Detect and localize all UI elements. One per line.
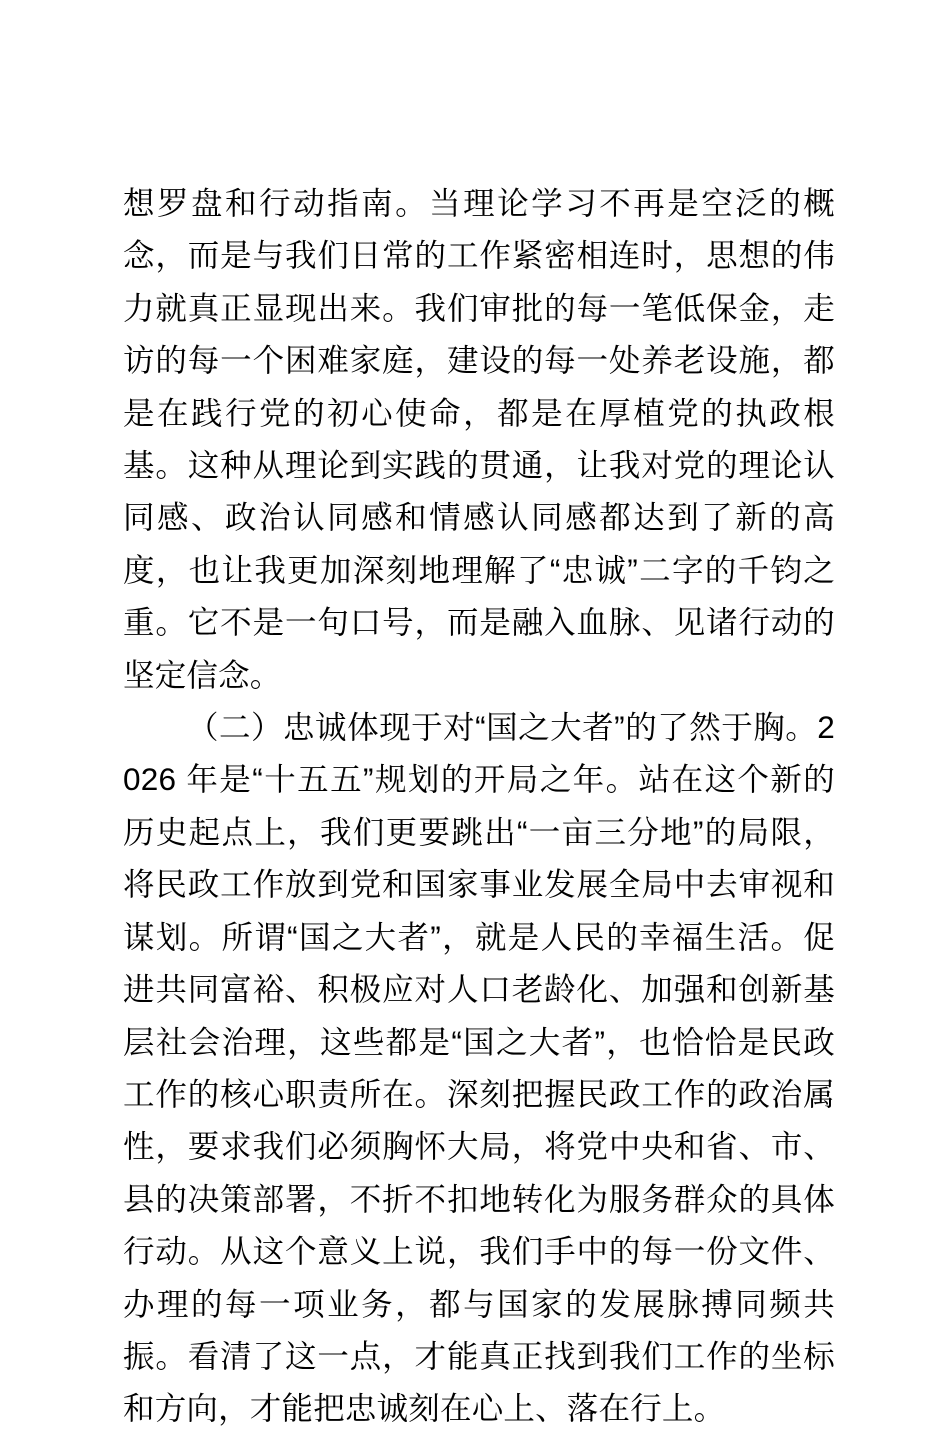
document-body bbox=[123, 177, 835, 1435]
body-paragraph-continued: 想罗盘和行动指南。当理论学习不再是空泛的概念，而是与我们日常的工作紧密相连时，思想的伟力就真正显现出来。我们审批的每一笔低保金，走访的每一个困难家庭，建设的每一处养老设施，都是在践行党的初心使命，都是在厚植党的执政根基。这种从理论到实践的贯通，让我对党的理论认同感、政治认同感和情感认同感都达到了新的高度，也让我更加深刻地理解了“忠诚”二字的千钧之重。它不是一句口号，而是融入血脉、见诸行动的坚定信念。 bbox=[123, 185, 835, 693]
body-paragraph-section-two: （二）忠诚体现于对“国之大者”的了然于胸。2026 年是“十五五”规划的开局之年。站在这个新的历史起点上，我们更要跳出“一亩三分地”的局限，将民政工作放到党和国家事业发展全局中去审视和谋划。所谓“国之大者”，就是人民的幸福生活。促进共同富裕、积极应对人口老龄化、加强和创新基层社会治理，这些都是“国之大者”，也恰恰是民政工作的核心职责所在。深刻把握民政工作的政治属性，要求我们必须胸怀大局，将党中央和省、市、县的决策部署，不折不扣地转化为服务群众的具体行动。从这个意义上说，我们手中的每一份文件、办理的每一项业务，都与国家的发展脉搏同频共振。看清了这一点，才能真正找到我们工作的坐标和方向，才能把忠诚刻在心上、落在行上。 bbox=[123, 709, 835, 1427]
